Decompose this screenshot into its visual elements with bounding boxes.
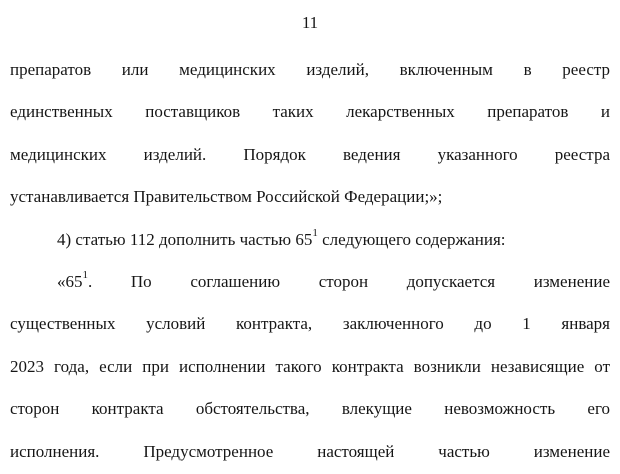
paragraph-line: 2023 года, если при исполнении такого контракта возникли независящие от bbox=[10, 356, 610, 376]
text-segment: следующего содержания: bbox=[317, 229, 506, 249]
text-segment: «65 bbox=[57, 272, 83, 292]
paragraph-line: единственных поставщиков таких лекарственных препаратов и bbox=[10, 102, 610, 122]
paragraph-line: медицинских изделий. Порядок ведения указанного реестра bbox=[10, 144, 610, 164]
paragraph-line bbox=[10, 219, 610, 261]
page-number: 11 bbox=[301, 13, 319, 32]
paragraph-line: препаратов или медицинских изделий, включенным в реестр bbox=[10, 60, 610, 79]
document-body bbox=[10, 49, 610, 473]
text-segment: . По соглашению сторон допускается изменение bbox=[88, 272, 610, 292]
paragraph-line: исполнения. Предусмотренное настоящей частью изменение bbox=[10, 441, 610, 461]
paragraph-line bbox=[10, 261, 610, 303]
paragraph-line: сторон контракта обстоятельства, влекущие невозможность его bbox=[10, 399, 610, 419]
paragraph-line: устанавливается Правительством Российской Федерации;»; bbox=[10, 187, 443, 207]
superscript-index: 1 bbox=[312, 226, 318, 239]
text-segment: 4) статью 112 дополнить частью 65 bbox=[57, 229, 313, 249]
paragraph-line: существенных условий контракта, заключенного до 1 января bbox=[10, 314, 610, 334]
superscript-index: 1 bbox=[82, 269, 88, 282]
